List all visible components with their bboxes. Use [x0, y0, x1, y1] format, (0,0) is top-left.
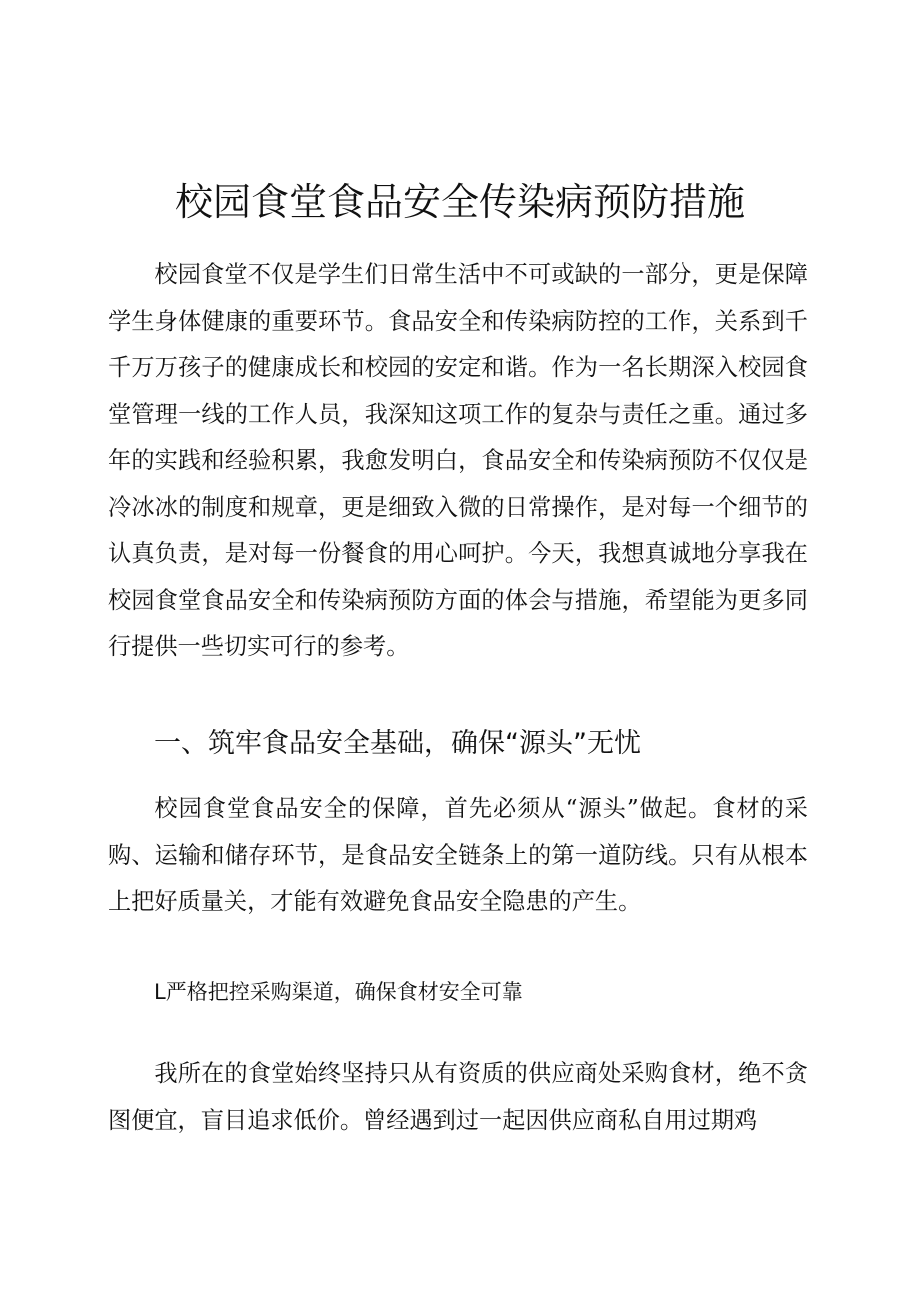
subsection-heading: L严格把控采购渠道，确保食材安全可靠 [154, 980, 523, 1004]
subsection-paragraph: 我所在的食堂始终坚持只从有资质的供应商处采购食材，绝不贪图便宜，盲目追求低价。曾经遇到过一起因供应商私自用过期鸡 [108, 1060, 808, 1134]
document-title: 校园食堂食品安全传染病预防措施 [174, 180, 745, 224]
intro-paragraph: 校园食堂不仅是学生们日常生活中不可或缺的一部分，更是保障学生身体健康的重要环节。食品安全和传染病防控的工作，关系到千千万万孩子的健康成长和校园的安定和谐。作为一名长期深入校园食堂管理一线的工作人员，我深知这项工作的复杂与责任之重。通过多年的实践和经验积累，我愈发明白，食品安全和传染病预防不仅仅是冷冰冰的制度和规章，更是细致入微的日常操作，是对每一个细节的认真负责，是对每一份餐食的用心呵护。今天，我想真诚地分享我在校园食堂食品安全和传染病预防方面的体会与措施，希望能为更多同行提供一些切实可行的参考。 [108, 261, 808, 660]
section-paragraph: 校园食堂食品安全的保障，首先必须从“源头”做起。食材的采购、运输和储存环节，是食品安全链条上的第一道防线。只有从根本上把好质量关，才能有效避免食品安全隐患的产生。 [108, 795, 808, 915]
section-heading: 一、筑牢食品安全基础，确保“源头”无忧 [154, 728, 641, 759]
